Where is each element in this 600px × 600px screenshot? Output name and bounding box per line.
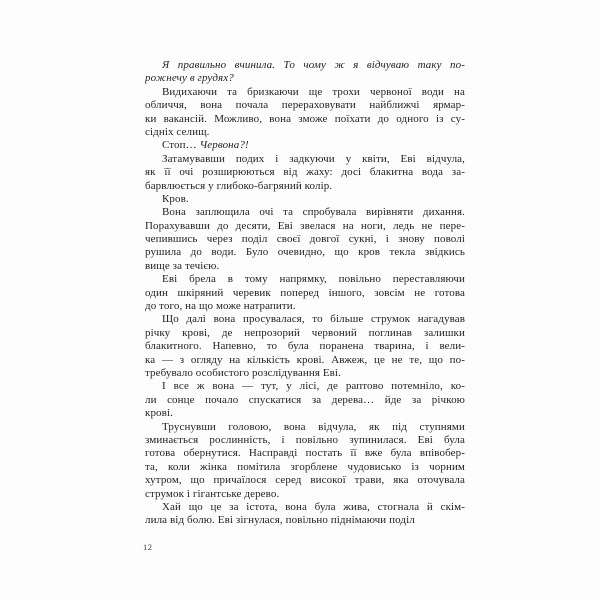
text-line: ка — з огляду на кількість крові. Авжеж, це не те, що по- [145, 353, 465, 366]
italic-text-run: Червона?! [199, 139, 249, 152]
text-line: та, коли жінка помітила згорблене чудовисько із чорним [145, 460, 465, 473]
text-line: ки вакансій. Можливо, вона зможе поїхати до одного із су- [145, 112, 465, 125]
text-line: Видихаючи та бризкаючи ще трохи червоної води на [162, 85, 465, 98]
paragraph [145, 86, 465, 140]
text-run: Стоп… [162, 139, 200, 152]
paragraph [145, 380, 465, 420]
text-line [145, 139, 465, 152]
text-line: Вона заплющила очі та спробувала вирівняти дихання. [162, 206, 465, 219]
text-line: рушила до води. Було очевидно, що кров текла звідкись [145, 246, 465, 259]
text-line: один шкіряний черевик поперед іншого, зовсім не готова [145, 286, 465, 299]
text-line: Я правильно вчинила. То чому ж я відчуваю таку по- [162, 59, 465, 71]
text-line: ли сонце почало спускатися за дерева… йде за річкою [145, 393, 465, 406]
text-line: Порахувавши до десяти, Еві звелася на ноги, ледь не пере- [145, 219, 465, 232]
paragraph [145, 153, 465, 193]
text-line: лила від болю. Еві зігнулася, повільно піднімаючи поділ [145, 514, 415, 527]
text-line: Що далі вона просувалася, то більше струмок нагадував [162, 313, 465, 326]
paragraph [145, 421, 465, 501]
paragraph [145, 206, 465, 273]
text-line: рожнечу в грудях? [145, 72, 234, 85]
text-line: Кров. [162, 192, 189, 205]
paragraph [145, 501, 465, 528]
paragraph [145, 193, 465, 206]
text-line: чепившись через поділ своєї довгої сукні, і знову поволі [145, 233, 465, 246]
text-line: обличчя, вона почала перераховувати найближчі ярмар- [145, 99, 465, 112]
text-line: Хай що це за істота, вона була жива, стогнала й скім- [162, 500, 465, 513]
paragraph [145, 313, 465, 380]
text-line: Затамувавши подих і задкуючи у квіти, Еві відчула, [162, 152, 465, 165]
text-line: хутром, що причаїлося серед високої трави, яка оточувала [145, 474, 465, 487]
text-line: сідніх селищ. [145, 125, 210, 138]
paragraph [145, 139, 465, 152]
page-number: 12 [143, 542, 153, 552]
paragraph [145, 273, 465, 313]
text-block [145, 59, 465, 528]
paragraph [145, 59, 465, 86]
text-line: струмок і гігантське дерево. [145, 487, 280, 500]
text-line: крові. [145, 407, 173, 420]
text-line: требувало особистого розслідування Еві. [145, 366, 341, 379]
text-line: готова обернутися. Насправді постать її вже була впівобер- [145, 447, 465, 460]
text-line: Еві брела в тому напрямку, повільно переставляючи [162, 273, 465, 286]
text-line: барвлюється у глибоко-багряний колір. [145, 179, 333, 192]
text-line: зминається рослинність, і повільно зупинилася. Еві була [145, 433, 465, 446]
text-line: блакитного. Напевно, то була поранена тварина, і вели- [145, 340, 465, 353]
text-line: І все ж вона — тут, у лісі, де раптово потемніло, ко- [162, 380, 465, 393]
text-line: вище за течією. [145, 259, 220, 272]
text-line: Труснувши головою, вона відчула, як під ступнями [162, 420, 465, 433]
text-line: як її очі розширюються від жаху: досі блакитна вода за- [145, 166, 465, 179]
text-line: річку крові, де непрозорий червоний поглинав залишки [145, 326, 465, 339]
text-line: до того, на що може натрапити. [145, 300, 296, 313]
